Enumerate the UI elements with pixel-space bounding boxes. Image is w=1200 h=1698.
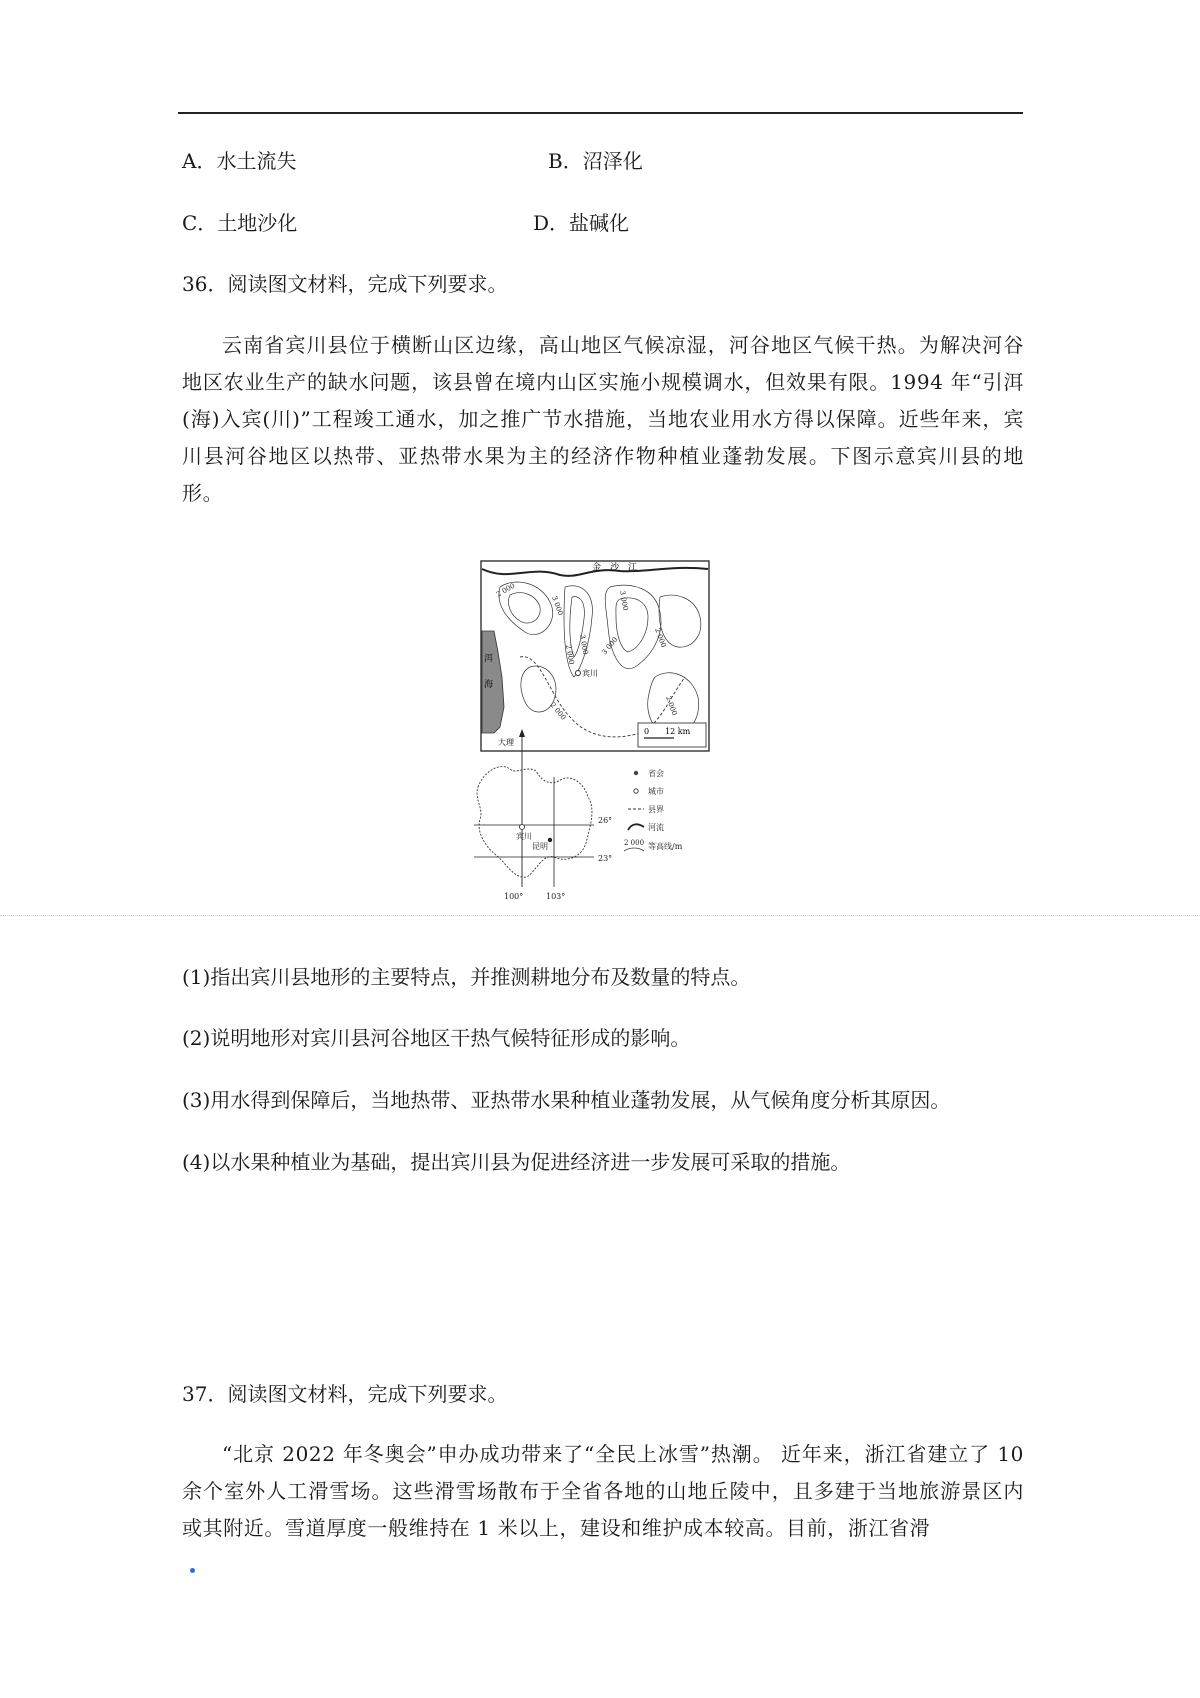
scale-label: 0 12 km bbox=[644, 727, 691, 736]
contour-value: 3 000 bbox=[600, 635, 620, 657]
question-36-sub-4: (4)以水果种植业为基础，提出宾川县为促进经济进一步发展可采取的措施。 bbox=[182, 1150, 851, 1174]
binchuan-city-marker bbox=[576, 671, 581, 676]
question-37-passage: “北京 2022 年冬奥会”申办成功带来了“全民上冰雪”热潮。 近年来，浙江省建立了 10 余个室外人工滑雪场。这些滑雪场散布于全省各地的山地丘陵中，且多建于当地旅游景区内或其附近。雪道厚度一般维持在 1 米以上，建设和维护成本较高。目前，浙江省滑 bbox=[182, 1442, 1024, 1540]
option-b: B．沼泽化 bbox=[548, 149, 643, 173]
legend-capital-icon bbox=[634, 771, 638, 775]
contour-value: 2 000 bbox=[495, 581, 517, 599]
question-36-sub-1: (1)指出宾川县地形的主要特点，并推测耕地分布及数量的特点。 bbox=[182, 965, 751, 989]
lake-label-1: 洱 bbox=[484, 654, 494, 664]
topo-map-frame bbox=[481, 561, 709, 751]
option-d: D．盐碱化 bbox=[533, 211, 630, 235]
legend-county-border: 县界 bbox=[648, 805, 664, 814]
inset-binchuan-label: 宾川 bbox=[516, 832, 532, 841]
contour-value: 2 000 bbox=[564, 643, 576, 666]
lon-103-label: 103° bbox=[546, 892, 566, 901]
question-36-heading: 36．阅读图文材料，完成下列要求。 bbox=[182, 272, 508, 296]
lat-23-label: 23° bbox=[598, 854, 613, 863]
yunnan-outline bbox=[477, 767, 592, 878]
inset-binchuan-marker bbox=[520, 825, 525, 830]
legend-river: 河流 bbox=[648, 823, 664, 832]
question-36-sub-2: (2)说明地形对宾川县河谷地区干热气候特征形成的影响。 bbox=[182, 1026, 691, 1050]
inset-kunming-marker bbox=[548, 838, 552, 842]
lat-26-label: 26° bbox=[598, 816, 613, 825]
legend-contour: 等高线/m bbox=[648, 842, 683, 851]
legend-contour-icon bbox=[624, 848, 644, 851]
binchuan-terrain-figure bbox=[470, 557, 735, 927]
contour-value: 2 000 bbox=[548, 701, 568, 722]
legend-city-icon bbox=[634, 789, 638, 793]
contour-value: 3 000 bbox=[578, 633, 590, 656]
lon-100-label: 100° bbox=[504, 892, 524, 901]
question-36-sub-3: (3)用水得到保障后，当地热带、亚热带水果种植业蓬勃发展，从气候角度分析其原因。 bbox=[182, 1088, 951, 1112]
lake-label-2: 海 bbox=[484, 680, 494, 690]
city-label-binchuan: 宾川 bbox=[582, 669, 598, 678]
contour-value: 2 000 bbox=[664, 694, 679, 717]
contour-value: 3 000 bbox=[550, 594, 565, 617]
legend-capital: 省会 bbox=[648, 769, 664, 778]
cursor-marker bbox=[190, 1568, 195, 1573]
legend-river-icon bbox=[628, 824, 644, 830]
question-37-heading: 37．阅读图文材料，完成下列要求。 bbox=[182, 1382, 508, 1406]
river-label: 金 沙 江 bbox=[592, 563, 638, 573]
option-a: A．水土流失 bbox=[182, 149, 297, 173]
header-rule bbox=[178, 112, 1023, 114]
contour-value: 2 000 bbox=[653, 626, 668, 649]
contour-value: 3 000 bbox=[618, 589, 630, 612]
city-label-dali: 大理 bbox=[498, 738, 514, 747]
page-break-divider bbox=[0, 915, 1200, 916]
inset-kunming-label: 昆明 bbox=[532, 842, 548, 851]
legend-contour-value: 2 000 bbox=[624, 839, 645, 847]
question-36-passage: 云南省宾川县位于横断山区边缘，高山地区气候凉湿，河谷地区气候干热。为解决河谷地区农业生产的缺水问题，该县曾在境内山区实施小规模调水，但效果有限。1994 年“引洱(海)入宾(川)”工程竣工通水，加之推广节水措施，当地农业用水方得以保障。近些年来，宾川县河谷地区以热带、亚热带水果为主的经济作物种植业蓬勃发展。下图示意宾川县的地形。 bbox=[182, 333, 1024, 505]
option-c: C．土地沙化 bbox=[182, 211, 298, 235]
legend-city: 城市 bbox=[648, 787, 664, 796]
